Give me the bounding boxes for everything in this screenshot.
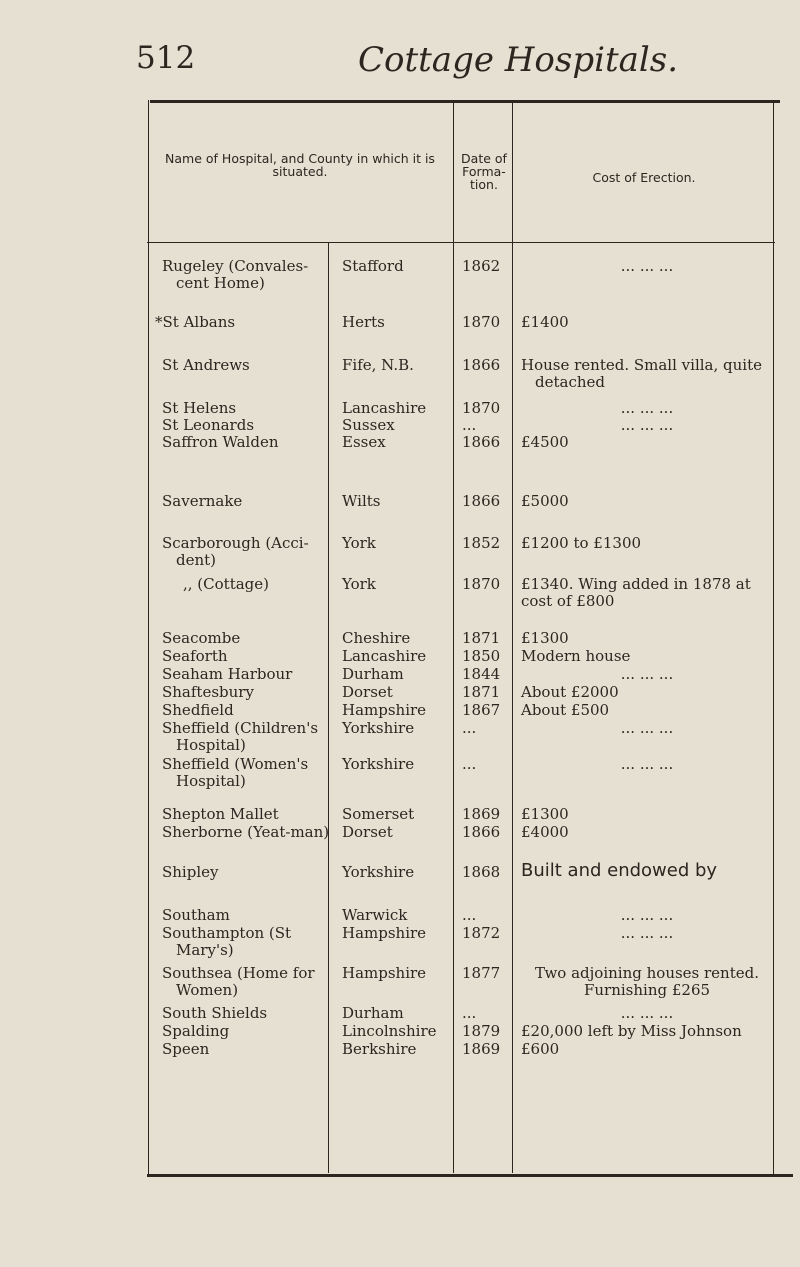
col-divider-date (453, 100, 454, 1173)
table-row-cost: £1300 (521, 805, 569, 823)
table-row-county: Warwick (342, 906, 408, 924)
bottom-rule (147, 1174, 793, 1177)
table-row-date: 1866 (462, 356, 501, 374)
table-row-county: Cheshire (342, 629, 411, 647)
table-row-cost: £20,000 left by Miss Johnson (521, 1022, 742, 1040)
table-row-county: Yorkshire (342, 863, 415, 881)
table-row-cost: ... ... ... (620, 755, 674, 773)
page-header (0, 40, 800, 90)
table-row-date: 1866 (462, 492, 501, 510)
table-row-cost: Modern house (521, 647, 631, 665)
table-row-name: St Helens (162, 399, 237, 417)
table-row-date: 1866 (462, 823, 501, 841)
table-row-cost: Built and endowed by (521, 860, 718, 881)
table-row-county: York (342, 575, 376, 593)
table-row-cost: £4500 (521, 433, 569, 451)
table-row-date: ... (462, 755, 477, 773)
table-row-date: ... (462, 719, 477, 737)
table-row-date: 1867 (462, 701, 501, 719)
table-row-name: Scarborough (Acci-dent) (162, 534, 309, 569)
table-row-county: Herts (342, 313, 385, 331)
table-row-name: Southsea (Home for Women) (162, 964, 315, 999)
table-row-cost: ... ... ... (620, 906, 674, 924)
table-row-county: Fife, N.B. (342, 356, 414, 374)
table-row-cost: £5000 (521, 492, 569, 510)
table-row-county: Durham (342, 1004, 404, 1022)
table-row-date: 1869 (462, 1040, 501, 1058)
table-row-name: Seaham Harbour (162, 665, 293, 683)
table-row-cost: ... ... ... (620, 719, 674, 737)
table-row-date: 1868 (462, 863, 501, 881)
table-row-date: 1870 (462, 399, 501, 417)
table-row-county: Durham (342, 665, 404, 683)
table-row-county: Wilts (342, 492, 381, 510)
table-row-county: Essex (342, 433, 386, 451)
header-date: Date of Forma-tion. (461, 151, 507, 192)
table-row-county: Hampshire (342, 701, 427, 719)
table-row-cost: £1340. Wing added in 1878 at cost of £800 (521, 575, 751, 610)
table-row-cost: ... ... ... (620, 924, 674, 942)
table-row-date: 1879 (462, 1022, 501, 1040)
table-row-cost: About £2000 (521, 683, 619, 701)
table-row-cost: £600 (521, 1040, 560, 1058)
table-row-county: Hampshire (342, 964, 427, 982)
table-row-county: Lancashire (342, 647, 427, 665)
table-row-county: Yorkshire (342, 755, 415, 773)
table-row-name: Sheffield (Women's Hospital) (162, 755, 309, 790)
table-row-date: ... (462, 1004, 477, 1022)
table-row-date: 1844 (462, 665, 501, 683)
table-row-name: Saffron Walden (162, 433, 279, 451)
header-rule (147, 242, 775, 243)
table-row-name: Shipley (162, 863, 219, 881)
left-border (148, 100, 149, 1175)
table-row-name: Spalding (162, 1022, 230, 1040)
table-row-name: Sherborne (Yeat-man) (162, 823, 330, 841)
table-row-name: Shedfield (162, 701, 234, 719)
table-row-cost: ... ... ... (620, 416, 674, 434)
top-rule (150, 100, 780, 103)
table-row-cost: ... ... ... (620, 665, 674, 683)
table-row-county: York (342, 534, 376, 552)
table-row-cost: £1400 (521, 313, 569, 331)
table-row-name: ,, (Cottage) (183, 575, 269, 593)
table-row-name: St Leonards (162, 416, 255, 434)
table-row-date: 1866 (462, 433, 501, 451)
table-row-cost: £1300 (521, 629, 569, 647)
table-row-date: 1871 (462, 629, 501, 647)
table-row-cost: £4000 (521, 823, 569, 841)
table-row-cost: Two adjoining houses rented. Furnishing £265 (535, 964, 759, 999)
table-row-county: Lancashire (342, 399, 427, 417)
table-row-name: Sheffield (Children's Hospital) (162, 719, 319, 754)
table-row-name: South Shields (162, 1004, 268, 1022)
right-border (773, 100, 774, 1175)
table-row-date: 1872 (462, 924, 501, 942)
table-row-cost: ... ... ... (620, 1004, 674, 1022)
table-row-name: Southam (162, 906, 230, 924)
spacer (148, 800, 149, 801)
table-row-county: Yorkshire (342, 719, 415, 737)
table-row-cost: House rented. Small villa, quite detached (521, 356, 762, 391)
table-row-county: Somerset (342, 805, 415, 823)
table-row-cost: £1200 to £1300 (521, 534, 642, 552)
table-row-county: Lincolnshire (342, 1022, 437, 1040)
table-row-name: Shaftesbury (162, 683, 254, 701)
col-divider-county (328, 243, 329, 1173)
page-title: Cottage Hospitals. (358, 40, 679, 80)
table-row-date: 1850 (462, 647, 501, 665)
table-row-name: Speen (162, 1040, 210, 1058)
header-name: Name of Hospital, and County in which it is situated. (165, 151, 435, 179)
table-row-name: St Andrews (162, 356, 250, 374)
table-row-date: 1870 (462, 313, 501, 331)
table-row-county: Stafford (342, 257, 404, 275)
table-row-date: 1877 (462, 964, 501, 982)
table-row-name: Savernake (162, 492, 243, 510)
table-row-name: Southampton (St Mary's) (162, 924, 292, 959)
table-row-county: Dorset (342, 683, 393, 701)
table-row-name: Seaforth (162, 647, 228, 665)
table-row-county: Sussex (342, 416, 395, 434)
table-row-name: Seacombe (162, 629, 241, 647)
table-row-date: 1852 (462, 534, 501, 552)
table-row-cost: About £500 (521, 701, 610, 719)
table-row-county: Hampshire (342, 924, 427, 942)
table-row-cost: ... ... ... (620, 257, 674, 275)
table-row-date: 1871 (462, 683, 501, 701)
table-row-name: Rugeley (Convales-cent Home) (162, 257, 309, 292)
col-divider-cost (512, 100, 513, 1173)
table-row-county: Dorset (342, 823, 393, 841)
table-row-cost: ... ... ... (620, 399, 674, 417)
table-row-name: Shepton Mallet (162, 805, 279, 823)
table-row-date: ... (462, 416, 477, 434)
table-row-county: Berkshire (342, 1040, 417, 1058)
header-cost: Cost of Erection. (592, 170, 696, 185)
table-row-date: 1862 (462, 257, 501, 275)
table-row-date: ... (462, 906, 477, 924)
table-row-date: 1869 (462, 805, 501, 823)
table-row-date: 1870 (462, 575, 501, 593)
page-number: 512 (136, 40, 196, 76)
table-row-name: *St Albans (155, 313, 236, 331)
